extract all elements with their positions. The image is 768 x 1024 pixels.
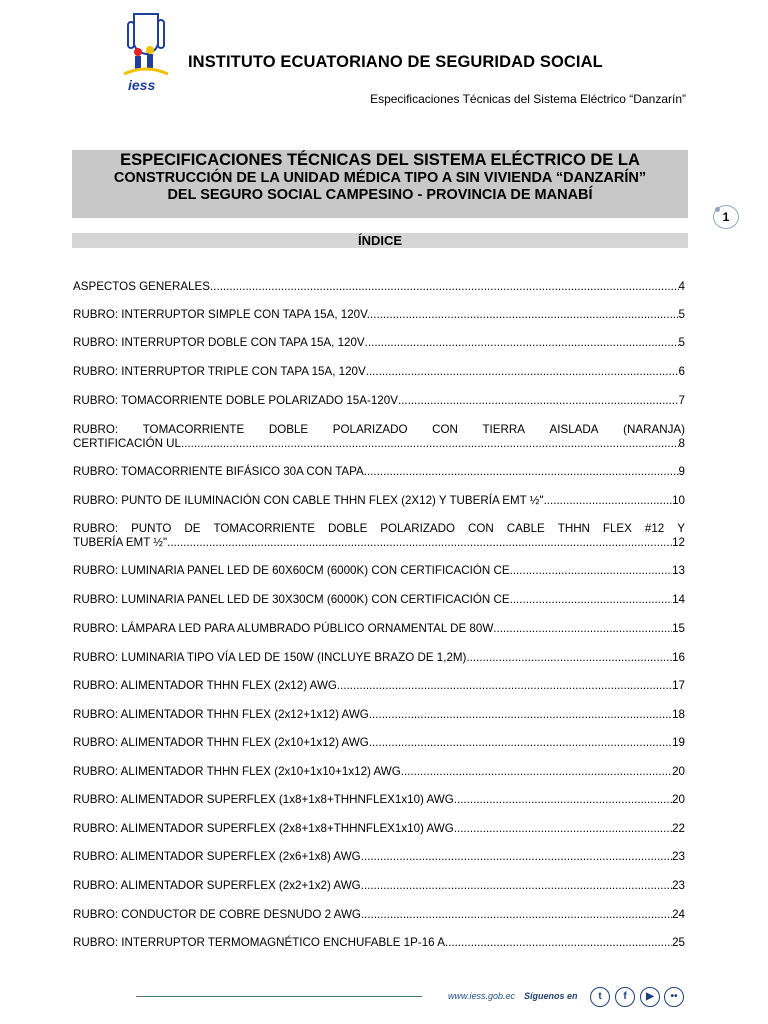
toc-entry-title: CERTIFICACIÓN UL xyxy=(73,437,182,450)
toc-leader-dots xyxy=(466,651,672,665)
toc-entry-title: RUBRO: TOMACORRIENTE DOBLE POLARIZADO 15A-120V xyxy=(73,394,398,407)
toc-word: (NARANJA) xyxy=(623,423,685,436)
toc-entry-title: ASPECTOS GENERALES xyxy=(73,280,211,293)
institution-name: INSTITUTO ECUATORIANO DE SEGURIDAD SOCIAL xyxy=(188,53,603,71)
toc-entry-page: 23 xyxy=(672,850,685,863)
toc-leader-dots xyxy=(369,736,672,750)
toc-entry-page: 6 xyxy=(678,365,685,378)
toc-word: Y xyxy=(677,522,685,535)
toc-entry-title: RUBRO: PUNTO DE ILUMINACIÓN CON CABLE THHN FLEX (2X12) Y TUBERÍA EMT ½" xyxy=(73,494,544,507)
toc-entry-page: 19 xyxy=(672,736,685,749)
toc-word: FLEX xyxy=(602,522,632,535)
toc-word: CON xyxy=(468,522,494,535)
toc-entry[interactable] xyxy=(73,679,685,693)
footer-divider xyxy=(136,996,422,997)
toc-word: POLARIZADO xyxy=(332,423,408,436)
toc-entry-title: RUBRO: INTERRUPTOR SIMPLE CON TAPA 15A, 120V. xyxy=(73,308,371,321)
toc-entry-title: RUBRO: ALIMENTADOR THHN FLEX (2x10+1x10+1x12) AWG xyxy=(73,765,401,778)
toc-entry-first-line xyxy=(73,423,685,437)
toc-entry[interactable] xyxy=(73,280,685,294)
toc-leader-dots xyxy=(181,437,679,451)
toc-entry-title: RUBRO: ALIMENTADOR SUPERFLEX (2x6+1x8) AWG xyxy=(73,850,361,863)
toc-leader-dots xyxy=(167,536,672,550)
toc-entry-page: 20 xyxy=(672,793,685,806)
toc-entry-title: RUBRO: INTERRUPTOR TRIPLE CON TAPA 15A, 120V xyxy=(73,365,366,378)
toc-entry-title: RUBRO: INTERRUPTOR DOBLE CON TAPA 15A, 120V xyxy=(73,336,365,349)
toc-leader-dots xyxy=(510,564,673,578)
toc-word: TOMACORRIENTE xyxy=(213,522,316,535)
toc-entry-page: 9 xyxy=(678,465,685,478)
toc-word: THHN xyxy=(557,522,590,535)
document-title xyxy=(72,150,688,218)
toc-word: #12 xyxy=(644,522,665,535)
youtube-icon[interactable]: ▶ xyxy=(640,987,660,1007)
toc-entry[interactable] xyxy=(73,494,685,508)
toc-entry[interactable] xyxy=(73,850,685,864)
toc-leader-dots xyxy=(361,850,672,864)
toc-entry[interactable] xyxy=(73,651,685,665)
toc-entry-page: 12 xyxy=(672,536,685,549)
toc-entry-title: RUBRO: LÁMPARA LED PARA ALUMBRADO PÚBLICO ORNAMENTAL DE 80W xyxy=(73,622,494,635)
toc-entry-title: RUBRO: ALIMENTADOR THHN FLEX (2x10+1x12) AWG xyxy=(73,736,369,749)
toc-entry-page: 8 xyxy=(678,437,685,450)
toc-leader-dots xyxy=(337,679,672,693)
toc-entry-page: 10 xyxy=(672,494,685,507)
toc-entry[interactable] xyxy=(73,765,685,779)
document-subheader: Especificaciones Técnicas del Sistema Eléctrico “Danzarín” xyxy=(370,92,686,106)
toc-leader-dots xyxy=(210,280,679,294)
toc-entry[interactable] xyxy=(73,308,685,322)
toc-entry[interactable] xyxy=(73,593,685,607)
toc-leader-dots xyxy=(361,879,672,893)
toc-entry-page: 13 xyxy=(672,564,685,577)
toc-entry[interactable] xyxy=(73,879,685,893)
flickr-icon[interactable]: •• xyxy=(664,987,684,1007)
toc-entry-page: 20 xyxy=(672,765,685,778)
toc-entry[interactable] xyxy=(73,622,685,636)
toc-leader-dots xyxy=(365,336,679,350)
toc-entry[interactable] xyxy=(73,936,685,950)
toc-entry[interactable] xyxy=(73,522,685,550)
toc-entry[interactable] xyxy=(73,365,685,379)
page-number-badge xyxy=(713,205,739,229)
toc-entry-page: 24 xyxy=(672,908,685,921)
toc-word: RUBRO: xyxy=(73,423,119,436)
toc-entry-title: RUBRO: LUMINARIA TIPO VÍA LED DE 150W (INCLUYE BRAZO DE 1,2M) xyxy=(73,651,467,664)
toc-word: CABLE xyxy=(506,522,545,535)
toc-entry-page: 17 xyxy=(672,679,685,692)
toc-entry-title: RUBRO: LUMINARIA PANEL LED DE 60X60CM (6000K) CON CERTIFICACIÓN CE xyxy=(73,564,510,577)
toc-entry-title: RUBRO: ALIMENTADOR THHN FLEX (2x12) AWG xyxy=(73,679,337,692)
toc-leader-dots xyxy=(544,494,673,508)
toc-word: RUBRO: xyxy=(73,522,119,535)
badge-dot xyxy=(715,207,720,212)
index-heading: ÍNDICE xyxy=(72,233,688,248)
toc-leader-dots xyxy=(370,308,679,322)
toc-word: AISLADA xyxy=(549,423,599,436)
toc-entry-page: 5 xyxy=(678,308,685,321)
toc-entry-page: 16 xyxy=(672,651,685,664)
title-line-1: ESPECIFICACIONES TÉCNICAS DEL SISTEMA ELÉCTRICO DE LA xyxy=(120,151,640,169)
toc-leader-dots xyxy=(401,765,672,779)
toc-leader-dots xyxy=(510,593,673,607)
toc-leader-dots xyxy=(445,936,672,950)
toc-entry-page: 23 xyxy=(672,879,685,892)
footer-follow-label: Síguenos en xyxy=(524,991,578,1001)
toc-leader-dots xyxy=(369,708,672,722)
toc-word: TIERRA xyxy=(482,423,525,436)
toc-word: DE xyxy=(184,522,201,535)
toc-word: DOBLE xyxy=(328,522,368,535)
twitter-icon[interactable]: t xyxy=(590,987,610,1007)
toc-entry-first-line xyxy=(73,522,685,536)
toc-entry-title: RUBRO: CONDUCTOR DE COBRE DESNUDO 2 AWG xyxy=(73,908,361,921)
toc-entry[interactable] xyxy=(73,793,685,807)
toc-entry-page: 14 xyxy=(672,593,685,606)
toc-entry-title: RUBRO: ALIMENTADOR SUPERFLEX (2x8+1x8+THHNFLEX1x10) AWG xyxy=(73,822,454,835)
toc-leader-dots xyxy=(454,822,672,836)
toc-entry-title: TUBERÍA EMT ½" xyxy=(73,536,168,549)
toc-entry-page: 22 xyxy=(672,822,685,835)
toc-leader-dots xyxy=(454,793,672,807)
toc-word: TOMACORRIENTE xyxy=(142,423,245,436)
toc-entry[interactable] xyxy=(73,564,685,578)
toc-leader-dots xyxy=(398,394,679,408)
toc-leader-dots xyxy=(493,622,672,636)
toc-word: CON xyxy=(432,423,458,436)
toc-word: PUNTO xyxy=(131,522,172,535)
toc-leader-dots xyxy=(361,908,672,922)
toc-entry-page: 5 xyxy=(678,336,685,349)
toc-entry-page: 18 xyxy=(672,708,685,721)
toc-entry-page: 4 xyxy=(678,280,685,293)
toc-entry[interactable] xyxy=(73,822,685,836)
logo-text: iess xyxy=(128,77,156,93)
facebook-icon[interactable]: f xyxy=(615,987,635,1007)
toc-entry-page: 15 xyxy=(672,622,685,635)
toc-word: POLARIZADO xyxy=(380,522,456,535)
toc-leader-dots xyxy=(366,365,679,379)
title-line-2: CONSTRUCCIÓN DE LA UNIDAD MÉDICA TIPO A SIN VIVIENDA “DANZARÍN” xyxy=(113,170,647,186)
toc-entry-title: RUBRO: INTERRUPTOR TERMOMAGNÉTICO ENCHUFABLE 1P-16 A xyxy=(73,936,445,949)
toc-entry-title: RUBRO: TOMACORRIENTE BIFÁSICO 30A CON TAPA xyxy=(73,465,364,478)
toc-leader-dots xyxy=(364,465,679,479)
iess-logo xyxy=(120,12,172,96)
footer-url[interactable]: www.iess.gob.ec xyxy=(448,991,516,1001)
toc-entry[interactable] xyxy=(73,394,685,408)
toc-entry[interactable] xyxy=(73,423,685,451)
toc-entry-page: 25 xyxy=(672,936,685,949)
toc-entry[interactable] xyxy=(73,465,685,479)
toc-word: DOBLE xyxy=(268,423,309,436)
toc-entry-page: 7 xyxy=(678,394,685,407)
page-number: 1 xyxy=(722,210,730,224)
toc-entry[interactable] xyxy=(73,908,685,922)
toc-entry-title: RUBRO: LUMINARIA PANEL LED DE 30X30CM (6000K) CON CERTIFICACIÓN CE xyxy=(73,593,510,606)
title-line-3: DEL SEGURO SOCIAL CAMPESINO - PROVINCIA DE MANABÍ xyxy=(167,187,593,203)
toc-entry[interactable] xyxy=(73,708,685,722)
toc-entry[interactable] xyxy=(73,736,685,750)
toc-entry[interactable] xyxy=(73,336,685,350)
toc-entry-title: RUBRO: ALIMENTADOR THHN FLEX (2x12+1x12) AWG xyxy=(73,708,369,721)
toc-entry-title: RUBRO: ALIMENTADOR SUPERFLEX (1x8+1x8+THHNFLEX1x10) AWG xyxy=(73,793,454,806)
toc-entry-title: RUBRO: ALIMENTADOR SUPERFLEX (2x2+1x2) AWG xyxy=(73,879,361,892)
